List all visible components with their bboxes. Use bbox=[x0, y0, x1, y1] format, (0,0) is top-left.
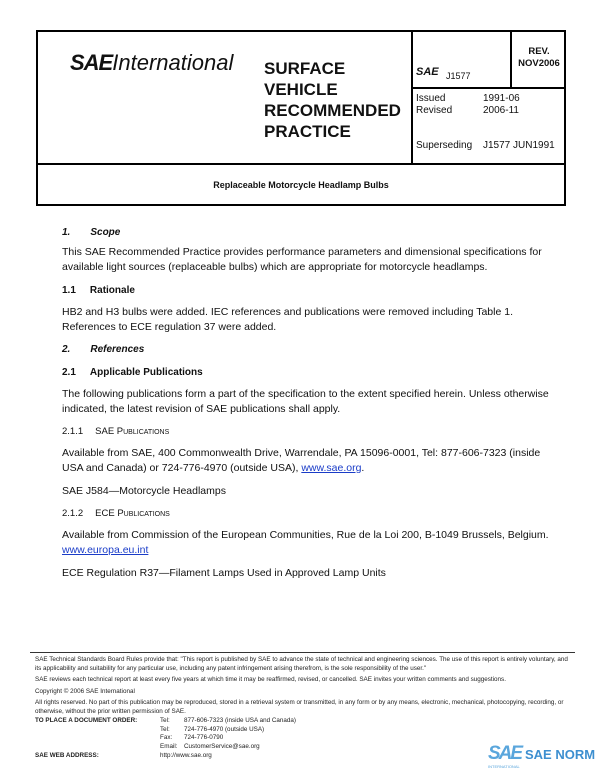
divider bbox=[36, 163, 566, 165]
divider bbox=[411, 30, 413, 164]
section-1-1-text: HB2 and H3 bulbs were added. IEC references and publications were removed including Table 1. References to ECE regulation 37 were added. bbox=[62, 306, 513, 333]
contact-list: Tel: 877-606-7323 (inside USA and Canada) Tel: 724-776-4970 (outside USA) Fax: 724-776-0790 Email: CustomerService@sae.org bbox=[160, 717, 297, 750]
issued-values: 1991-06 2006-11 bbox=[483, 93, 520, 116]
footer-divider bbox=[30, 652, 575, 653]
europa-link[interactable]: www.europa.eu.int bbox=[62, 543, 149, 556]
web-address[interactable]: http://www.sae.org bbox=[160, 752, 212, 759]
document-type: SURFACE VEHICLE RECOMMENDED PRACTICE bbox=[264, 59, 401, 141]
section-2-1-2-heading: 2.1.2 ECE Publications bbox=[62, 508, 170, 519]
divider bbox=[411, 87, 566, 89]
superseding-label: Superseding bbox=[416, 140, 473, 151]
document-title: Replaceable Motorcycle Headlamp Bulbs bbox=[213, 180, 389, 190]
footer-rules: SAE Technical Standards Board Rules provide that: "This report is published by SAE to advance the state of technical and engineering sciences. The use of this report is entirely voluntary, and its applicability and suitability for any particular use, including any patent infringement arising therefrom, is the sole responsibility of the user." bbox=[35, 656, 568, 672]
sae-link[interactable]: www.sae.org bbox=[301, 461, 362, 474]
footer-review: SAE reviews each technical report at least every five years at which time it may be reaffirmed, revised, or cancelled. SAE invites your written comments and suggestions. bbox=[35, 676, 506, 683]
footer-rights: All rights reserved. No part of this publication may be reproduced, stored in a retrieval system or transmitted, in any form or by any means, electronic, mechanical, photocopying, recording, or otherwise, without the prior written permission of SAE. bbox=[35, 699, 564, 715]
watermark-sub: INTERNATIONAL bbox=[488, 764, 520, 769]
sae-logo: SAEInternational bbox=[70, 50, 234, 75]
section-2-1-heading: 2.1 Applicable Publications bbox=[62, 367, 203, 378]
section-2-1-1-text: Available from SAE, 400 Commonwealth Drive, Warrendale, PA 15096-0001, Tel: 877-606-7323 (inside USA and Canada) or 724-776-4970 (outside USA), www.sae.org. bbox=[62, 447, 541, 474]
watermark-logo: SAE bbox=[488, 743, 522, 764]
section-1-heading: 1. Scope bbox=[62, 227, 121, 238]
section-1-1-heading: 1.1 Rationale bbox=[62, 285, 135, 296]
footer-copyright: Copyright © 2006 SAE International bbox=[35, 688, 135, 695]
superseding-value: J1577 JUN1991 bbox=[483, 140, 555, 151]
sae-j584-reference: SAE J584—Motorcycle Headlamps bbox=[62, 485, 226, 497]
issued-labels: Issued Revised bbox=[416, 93, 453, 116]
web-label: SAE WEB ADDRESS: bbox=[35, 752, 99, 759]
section-2-heading: 2. References bbox=[62, 344, 145, 355]
sae-small-logo: SAE bbox=[416, 66, 439, 78]
doc-number: J1577 bbox=[446, 71, 471, 81]
section-2-1-text: The following publications form a part of the specification to the extent specified herein. Unless otherwise indicated, the latest revision of SAE publications shall apply. bbox=[62, 388, 549, 415]
revision: REV. NOV2006 bbox=[518, 46, 560, 69]
watermark-text: SAE NORM bbox=[525, 747, 596, 762]
section-2-1-1-heading: 2.1.1 SAE Publications bbox=[62, 426, 170, 437]
order-label: TO PLACE A DOCUMENT ORDER: bbox=[35, 717, 138, 724]
ece-r37-reference: ECE Regulation R37—Filament Lamps Used in Approved Lamp Units bbox=[62, 567, 386, 579]
section-1-text: This SAE Recommended Practice provides performance parameters and dimensional specifications for available light sources (replaceable bulbs) which are appropriate for motorcycle headlamps. bbox=[62, 246, 542, 273]
section-2-1-2-text: Available from Commission of the European Communities, Rue de la Loi 200, B-1049 Brussels, Belgium. www.europa.eu.int bbox=[62, 529, 549, 556]
